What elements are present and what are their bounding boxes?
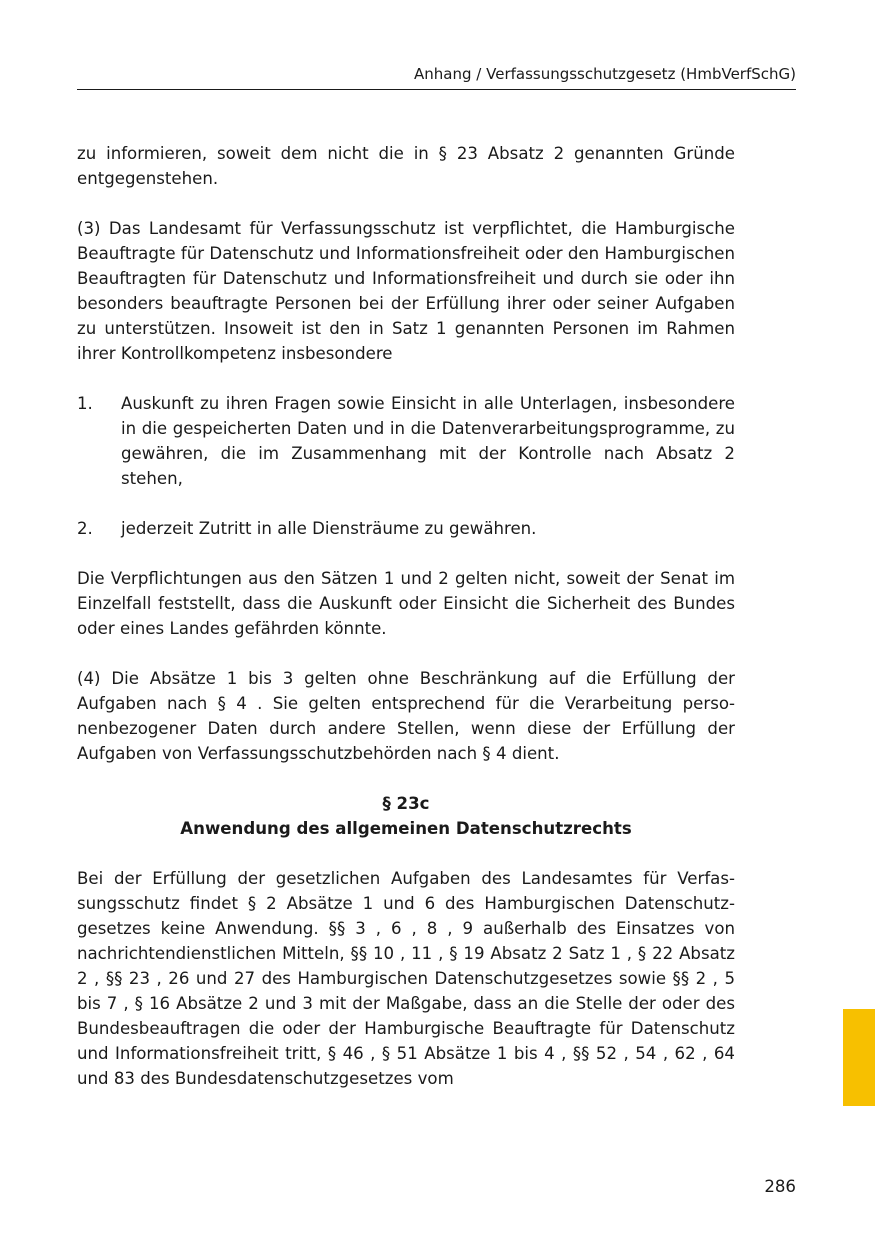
obligations-paragraph: Die Verpflichtungen aus den Sätzen 1 und 2 gelten nicht, soweit der Senat im Einzelfall feststellt, dass die Auskunft oder Einsicht die Sicherheit des Bundes oder eines Landes gefährden könnte. — [77, 569, 735, 638]
list-item — [77, 391, 735, 491]
section-paragraph: Bei der Erfüllung der gesetzlichen Aufgaben des Landesamtes für Verfassungsschutz findet § 2 Absätze 1 und 6 des Hamburgischen Datenschutzgesetzes keine Anwendung. §§ 3 , 6 , 8 , 9 außerhalb des Einsatzes von nachrichtendienstlichen Mitteln, §§ 10 , 11 , § 19 Absatz 2 Satz 1 , § 22 Absatz 2 , §§ 23 , 26 und 27 des Hamburgischen Datenschutzgesetzes sowie §§ 2 , 5 bis 7 , § 16 Absätze 2 und 3 mit der Maßgabe, dass an die Stelle der oder des Bundesbeauftragen die oder der Hamburgische Beauftragte für Datenschutz und Informationsfreiheit tritt, § 46 , § 51 Absätze 1 bis 4 , §§ 52 , 54 , 62 , 64 und 83 des Bundesdatenschutzgesetzes vom — [77, 869, 735, 1088]
header-title: Anhang / Verfassungsschutzgesetz (HmbVerfSchG) — [414, 65, 796, 83]
list-item-number: 2. — [77, 519, 93, 538]
intro-paragraph: zu informieren, soweit dem nicht die in § 23 Absatz 2 genannten Gründe entgegenstehen. — [77, 144, 735, 188]
page-number: 286 — [764, 1177, 796, 1196]
running-header — [77, 64, 796, 90]
enumerated-list — [77, 391, 735, 541]
chapter-tab-marker — [843, 1009, 875, 1106]
list-item-number: 1. — [77, 394, 93, 413]
list-item-text: Auskunft zu ihren Fragen sowie Einsicht in alle Unterlagen, insbesondere in die gespeicherten Daten und in die Datenverarbeitungsprogramme, zu gewähren, die im Zusammenhang mit der Kontrolle nach Absatz 2 stehen, — [121, 394, 735, 488]
paragraph-3: (3) Das Landesamt für Verfassungsschutz ist verpflichtet, die Hamburgische Beauftragte für Datenschutz und Informationsfreiheit oder den Hamburgischen Beauftragten für Datenschutz und Informationsfreiheit und durch sie oder ihn besonders beauftragte Personen bei der Erfüllung ihrer oder seiner Aufgaben zu unterstützen. Insoweit ist den in Satz 1 genannten Personen im Rahmen ihrer Kontrollkompetenz insbesondere — [77, 219, 735, 363]
page-content — [77, 141, 735, 1091]
section-title: Anwendung des allgemeinen Datenschutzrechts — [180, 819, 632, 838]
list-item — [77, 516, 735, 541]
section-heading — [77, 791, 735, 841]
paragraph-4: (4) Die Absätze 1 bis 3 gelten ohne Beschränkung auf die Erfüllung der Aufgaben nach § 4 . Sie gelten entsprechend für die Verarbeitung personenbezogener Daten durch andere Stellen, wenn diese der Erfüllung der Aufgaben von Verfassungsschutzbehörden nach § 4 dient. — [77, 669, 735, 763]
list-item-text: jederzeit Zutritt in alle Diensträume zu gewähren. — [121, 519, 537, 538]
section-number: § 23c — [382, 794, 430, 813]
